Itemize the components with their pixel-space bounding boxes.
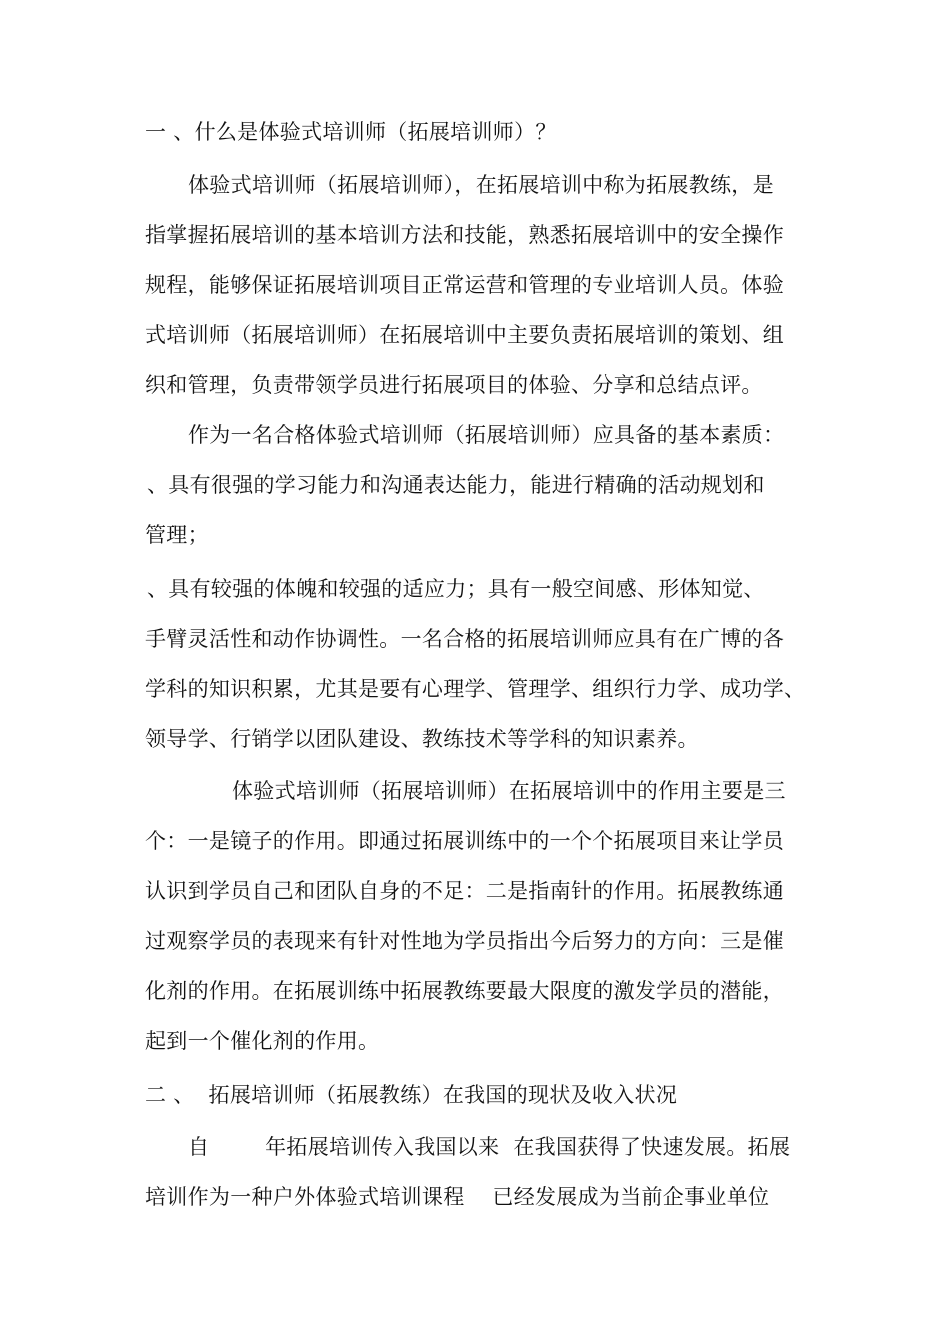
list-item-line: 、具有较强的体魄和较强的适应力；具有一般空间感、形体知觉、 [147,577,765,601]
paragraph-line: 学科的知识积累，尤其是要有心理学、管理学、组织行力学、成功学、 [145,677,806,701]
paragraph-line: 培训作为一种户外体验式培训课程 已经发展成为当前企事业单位 [145,1185,770,1209]
paragraph-line: 体验式培训师（拓展培训师）在拓展培训中的作用主要是三 [232,779,786,803]
paragraph-line: 式培训师（拓展培训师）在拓展培训中主要负责拓展培训的策划、组 [145,323,784,347]
paragraph-line: 指掌握拓展培训的基本培训方法和技能，熟悉拓展培训中的安全操作 [145,223,784,247]
paragraph-line: 过观察学员的表现来有针对性地为学员指出今后努力的方向：三是催 [145,929,784,953]
paragraph-line: 领导学、行销学以团队建设、教练技术等学科的知识素养。 [145,727,699,751]
paragraph-line: 作为一名合格体验式培训师（拓展培训师）应具备的基本素质： [188,423,785,447]
paragraph-line: 化剂的作用。在拓展训练中拓展教练要最大限度的激发学员的潜能， [145,979,784,1003]
paragraph-line: 起到一个催化剂的作用。 [145,1029,380,1053]
paragraph-line: 体验式培训师（拓展培训师），在拓展培训中称为拓展教练，是 [188,173,774,197]
paragraph-line: 织和管理，负责带领学员进行拓展项目的体验、分享和总结点评。 [145,373,763,397]
paragraph-line: 规程，能够保证拓展培训项目正常运营和管理的专业培训人员。体验 [145,273,784,297]
paragraph-line: 手臂灵活性和动作协调性。一名合格的拓展培训师应具有在广博的各 [145,627,784,651]
paragraph-line: 认识到学员自己和团队自身的不足：二是指南针的作用。拓展教练通 [145,879,784,903]
list-item-line: 管理； [145,523,209,547]
paragraph-line: 个：一是镜子的作用。即通过拓展训练中的一个个拓展项目来让学员 [145,829,784,853]
paragraph-line: 自 年拓展培训传入我国以来 在我国获得了快速发展。拓展 [188,1135,791,1159]
section-heading-1: 一 、什么是体验式培训师（拓展培训师）？ [145,120,557,144]
list-item-line: 、具有很强的学习能力和沟通表达能力，能进行精确的活动规划和 [147,473,765,497]
section-heading-2: 二 、 拓展培训师（拓展教练）在我国的现状及收入状况 [145,1083,678,1107]
